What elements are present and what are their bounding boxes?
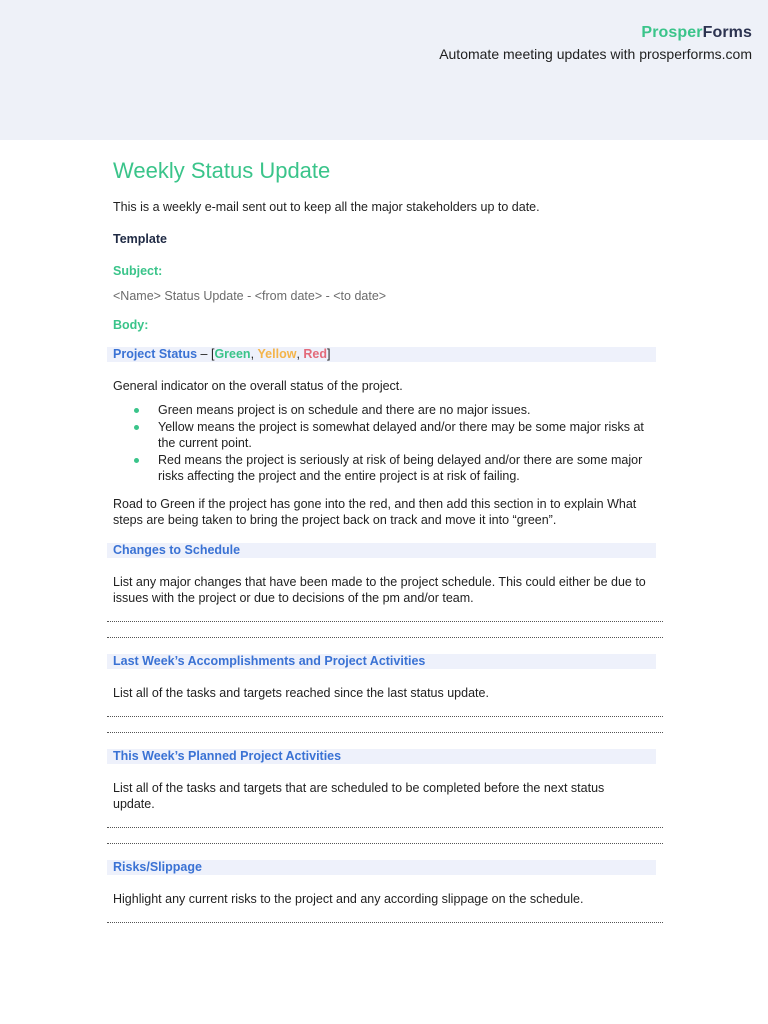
status-close-bracket: ]	[327, 347, 331, 361]
section-title-risks: Risks/Slippage	[113, 860, 202, 874]
brand-name-part2: Forms	[702, 24, 752, 41]
section-title-last-week: Last Week’s Accomplishments and Project Activities	[113, 654, 426, 668]
prosperforms-logo[interactable]	[641, 24, 752, 42]
template-label: Template	[113, 232, 167, 246]
header-banner	[0, 0, 768, 140]
brand-name-part1: Prosper	[641, 24, 703, 41]
project-status-desc: General indicator on the overall status of the project.	[113, 379, 403, 393]
subject-value: <Name> Status Update - <from date> - <to date>	[113, 289, 387, 303]
subject-label: Subject:	[113, 264, 163, 278]
divider-line	[107, 716, 663, 717]
status-yellow-label: Yellow	[257, 347, 297, 361]
last-week-desc: List all of the tasks and targets reached since the last status update.	[113, 686, 489, 700]
project-status-dash: – [	[197, 347, 215, 361]
this-week-desc: List all of the tasks and targets that are scheduled to be completed before the next status update.	[113, 781, 605, 811]
status-green-label: Green	[214, 347, 251, 361]
divider-line	[107, 922, 663, 923]
body-label: Body:	[113, 318, 149, 332]
status-sep-2: ,	[296, 347, 304, 361]
project-status-label: Project Status	[113, 347, 198, 361]
changes-desc: List any major changes that have been made to the project schedule. This could either be due to issues with the project or due to decisions of the pm and/or team.	[113, 575, 646, 605]
status-sep-1: ,	[250, 347, 258, 361]
page-title: Weekly Status Update	[113, 158, 331, 183]
section-title-this-week: This Week’s Planned Project Activities	[113, 749, 342, 763]
divider-line	[107, 637, 663, 638]
intro-text: This is a weekly e-mail sent out to keep all the major stakeholders up to date.	[113, 200, 540, 214]
section-title-changes: Changes to Schedule	[113, 543, 241, 557]
bullet-icon	[134, 425, 139, 430]
status-bullet-list	[113, 402, 653, 485]
bullet-text-green: Green means project is on schedule and there are no major issues.	[158, 403, 531, 417]
bullet-icon	[134, 408, 139, 413]
bullet-text-red: Red means the project is seriously at risk of being delayed and/or there are some major risks affecting the project and the entire project is at risk of failing.	[158, 453, 643, 483]
divider-line	[107, 843, 663, 844]
header-tagline: Automate meeting updates with prosperforms.com	[439, 46, 752, 62]
divider-line	[107, 621, 663, 622]
list-item	[113, 419, 653, 451]
bullet-icon	[134, 458, 139, 463]
road-to-green-text: Road to Green if the project has gone into the red, and then add this section in to explain What steps are being taken to bring the project back on track and move it into “green”.	[113, 497, 637, 527]
list-item	[113, 402, 653, 418]
status-red-label: Red	[303, 347, 328, 361]
risks-desc: Highlight any current risks to the project and any according slippage on the schedule.	[113, 892, 584, 906]
bullet-text-yellow: Yellow means the project is somewhat delayed and/or there may be some major risks at the current point.	[158, 420, 644, 450]
divider-line	[107, 732, 663, 733]
divider-line	[107, 827, 663, 828]
section-title-project-status	[113, 347, 331, 361]
list-item	[113, 452, 653, 484]
